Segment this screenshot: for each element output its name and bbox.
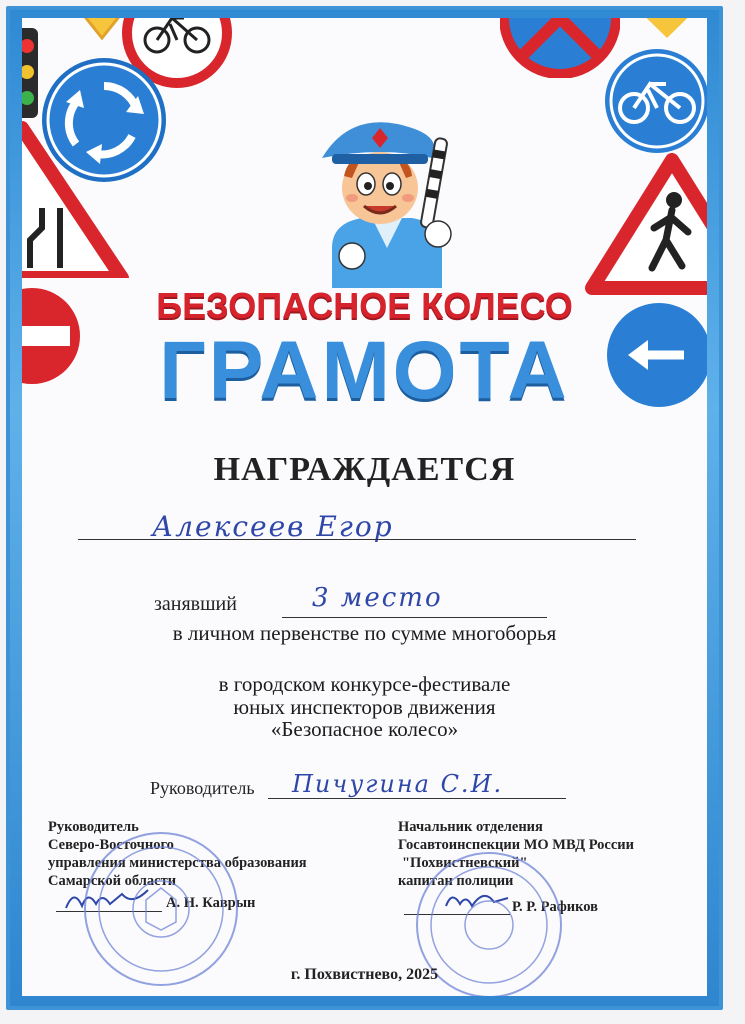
event-line-3: «Безопасное колесо» [270,717,459,741]
left-signatory-line3: управления министерства образования [48,855,307,871]
police-mascot-icon [292,98,472,298]
leader-underline [268,798,566,799]
awarded-heading: НАГРАЖДАЕТСЯ [213,451,516,488]
leader-label: Руководитель [150,778,255,798]
right-signatory-line1: Начальник отделения [398,819,543,835]
nomination-text: в личном первенстве по сумме многоборья [172,621,557,645]
place-underline [282,617,547,618]
left-signatory-line2: Северо-Восточного [48,837,174,853]
traffic-light-icon [22,28,38,118]
right-signatory-line4: капитан полиции [398,873,514,889]
yellow-triangle-sign-icon-right [622,18,707,44]
left-signatory-name: А. Н. Каврын [166,895,256,911]
certificate-title: ГРАМОТА [159,325,570,416]
recipient-underline [78,539,636,540]
event-line-2: юных инспекторов движения [233,695,496,719]
pedestrian-warning-sign-icon [562,148,707,298]
right-signatory-line3: "Похвистневский" [402,855,528,871]
place-label: занявший [154,593,237,615]
city-year: г. Похвистнево, 2025 [290,966,439,983]
place-value: 3 место [312,583,443,613]
recipient-name: Алексеев Егор [152,510,394,543]
leader-signature: Пичугина С.И. [292,770,504,798]
bicycle-lane-sign-icon [602,46,707,156]
left-signatory-line4: Самарской области [48,873,177,889]
event-line-1: в городском конкурсе-фестивале [218,672,511,696]
right-signatory-name: Р. Р. Рафиков [512,899,598,915]
right-signatory-line2: Госавтоинспекции МО МВД России [398,837,635,853]
certificate [22,18,707,996]
narrowing-road-sign-icon [22,118,132,278]
brand-subtitle: БЕЗОПАСНОЕ КОЛЕСО [156,285,573,326]
left-signatory-line1: Руководитель [48,819,139,835]
